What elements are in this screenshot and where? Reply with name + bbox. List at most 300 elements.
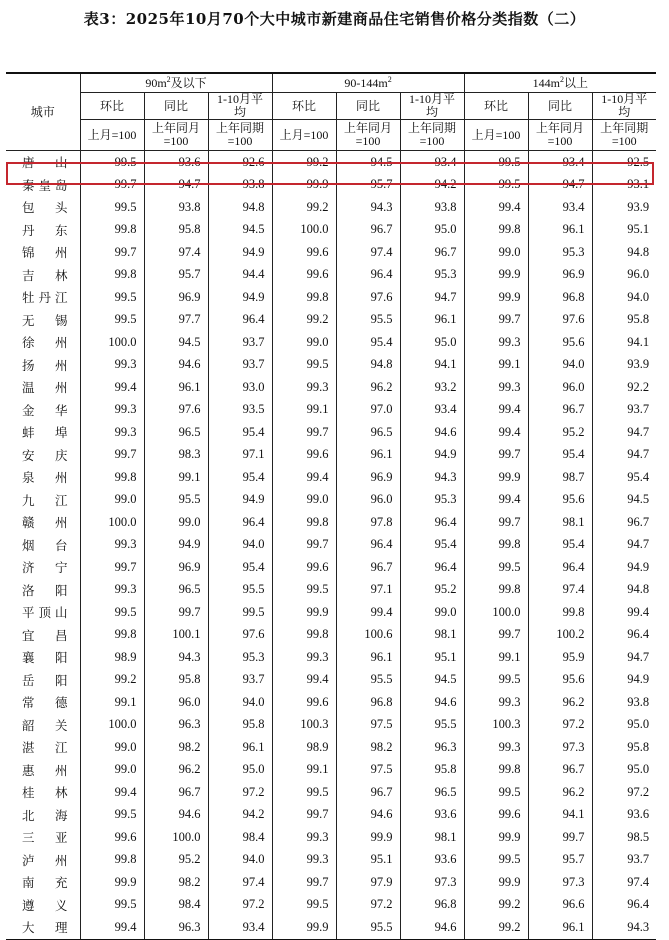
index-value: 95.0	[592, 759, 656, 782]
index-value: 95.1	[336, 849, 400, 872]
index-value: 99.2	[80, 669, 144, 692]
index-value: 99.8	[464, 759, 528, 782]
index-value: 96.0	[592, 264, 656, 287]
index-value: 99.3	[464, 691, 528, 714]
index-value: 100.2	[528, 624, 592, 647]
index-value: 93.8	[592, 691, 656, 714]
table-row	[6, 871, 656, 894]
index-value: 99.3	[464, 736, 528, 759]
index-value: 100.0	[272, 219, 336, 242]
city-name: 丹东	[22, 223, 68, 238]
index-value: 93.7	[592, 849, 656, 872]
index-value: 97.2	[336, 894, 400, 917]
table-row	[6, 286, 656, 309]
index-value: 99.9	[464, 286, 528, 309]
city-name: 桂林	[22, 786, 68, 801]
index-value: 99.6	[80, 826, 144, 849]
index-value: 94.6	[144, 804, 208, 827]
price-index-table	[6, 72, 656, 940]
index-value: 97.4	[528, 579, 592, 602]
index-value: 99.4	[336, 601, 400, 624]
index-value: 99.8	[464, 579, 528, 602]
index-value: 100.3	[464, 714, 528, 737]
index-value: 98.4	[144, 894, 208, 917]
index-value: 95.7	[144, 264, 208, 287]
table-row	[6, 444, 656, 467]
index-value: 98.7	[528, 466, 592, 489]
city-name: 洛阳	[22, 583, 68, 598]
index-value: 99.7	[464, 624, 528, 647]
index-value: 99.1	[464, 646, 528, 669]
index-value: 100.6	[336, 624, 400, 647]
index-value: 96.1	[400, 309, 464, 332]
index-value: 99.1	[80, 691, 144, 714]
index-value: 100.0	[80, 511, 144, 534]
index-value: 93.6	[400, 849, 464, 872]
index-value: 99.0	[80, 489, 144, 512]
index-value: 96.0	[528, 376, 592, 399]
sub-header: 1-10月平均	[400, 93, 464, 120]
index-value: 97.2	[528, 714, 592, 737]
city-name: 北海	[22, 808, 68, 823]
index-value: 95.8	[592, 309, 656, 332]
index-value: 95.0	[208, 759, 272, 782]
base-header: 上年同期=100	[208, 120, 272, 151]
index-value: 99.3	[464, 376, 528, 399]
index-value: 93.4	[208, 916, 272, 939]
index-value: 99.5	[80, 894, 144, 917]
index-value: 96.3	[144, 916, 208, 939]
index-value: 96.2	[336, 376, 400, 399]
index-value: 99.9	[336, 826, 400, 849]
base-header: 上年同月=100	[336, 120, 400, 151]
index-value: 93.6	[144, 151, 208, 174]
index-value: 95.3	[400, 264, 464, 287]
index-value: 96.4	[400, 511, 464, 534]
index-value: 99.5	[272, 354, 336, 377]
index-value: 96.1	[528, 219, 592, 242]
index-value: 97.6	[528, 309, 592, 332]
index-value: 96.7	[336, 219, 400, 242]
index-value: 94.9	[400, 444, 464, 467]
index-value: 94.5	[208, 219, 272, 242]
index-value: 95.3	[528, 241, 592, 264]
index-value: 95.2	[400, 579, 464, 602]
index-value: 95.1	[400, 646, 464, 669]
index-value: 99.7	[80, 444, 144, 467]
index-value: 99.6	[272, 264, 336, 287]
index-value: 100.0	[80, 714, 144, 737]
index-value: 99.6	[464, 804, 528, 827]
index-value: 94.7	[592, 421, 656, 444]
index-value: 99.6	[272, 556, 336, 579]
city-name: 吉林	[22, 268, 68, 283]
index-value: 96.2	[144, 759, 208, 782]
index-value: 93.2	[400, 376, 464, 399]
page-title: 表3：2025年10月70个大中城市新建商品住宅销售价格分类指数（二）	[83, 10, 586, 28]
index-value: 94.8	[592, 241, 656, 264]
table-row	[6, 691, 656, 714]
index-value: 97.2	[208, 894, 272, 917]
index-value: 93.9	[592, 354, 656, 377]
index-value: 96.9	[144, 286, 208, 309]
index-value: 94.1	[592, 331, 656, 354]
index-value: 100.0	[144, 826, 208, 849]
index-value: 98.2	[336, 736, 400, 759]
sub-header: 1-10月平均	[592, 93, 656, 120]
sub-header: 同比	[144, 93, 208, 120]
index-value: 99.7	[80, 556, 144, 579]
index-value: 100.1	[144, 624, 208, 647]
index-value: 96.4	[528, 556, 592, 579]
table-row	[6, 781, 656, 804]
table-row	[6, 556, 656, 579]
index-value: 96.7	[400, 241, 464, 264]
index-value: 96.9	[528, 264, 592, 287]
index-value: 94.0	[208, 849, 272, 872]
city-name: 常德	[22, 696, 68, 711]
index-value: 99.9	[80, 871, 144, 894]
index-value: 96.8	[528, 286, 592, 309]
index-value: 99.3	[272, 646, 336, 669]
table-row	[6, 489, 656, 512]
index-value: 99.4	[80, 781, 144, 804]
city-name: 包头	[22, 201, 68, 216]
index-value: 94.6	[144, 354, 208, 377]
index-value: 99.6	[272, 241, 336, 264]
city-column-header: 城市	[6, 73, 80, 151]
index-value: 94.7	[592, 444, 656, 467]
index-value: 99.5	[80, 309, 144, 332]
index-value: 94.9	[592, 669, 656, 692]
index-value: 99.7	[80, 241, 144, 264]
index-value: 98.1	[528, 511, 592, 534]
index-value: 98.1	[400, 624, 464, 647]
index-value: 96.9	[144, 556, 208, 579]
index-value: 99.5	[464, 669, 528, 692]
index-value: 94.5	[592, 489, 656, 512]
index-value: 99.1	[464, 354, 528, 377]
index-value: 95.5	[400, 714, 464, 737]
index-value: 99.2	[464, 916, 528, 939]
group-header-large: $144m^2$以上	[464, 73, 656, 93]
index-value: 96.1	[144, 376, 208, 399]
base-header: 上月=100	[272, 120, 336, 151]
index-value: 99.8	[80, 219, 144, 242]
table-row	[6, 511, 656, 534]
table-row	[6, 331, 656, 354]
index-value: 99.2	[272, 196, 336, 219]
index-value: 95.0	[400, 219, 464, 242]
index-value: 94.6	[336, 804, 400, 827]
sub-header: 同比	[336, 93, 400, 120]
index-value: 94.7	[592, 646, 656, 669]
base-header: 上年同月=100	[144, 120, 208, 151]
index-value: 95.4	[528, 534, 592, 557]
index-value: 96.3	[400, 736, 464, 759]
index-value: 96.2	[528, 691, 592, 714]
index-value: 97.3	[528, 736, 592, 759]
index-value: 97.6	[336, 286, 400, 309]
index-value: 99.4	[272, 669, 336, 692]
index-value: 94.6	[400, 421, 464, 444]
index-value: 99.9	[464, 466, 528, 489]
index-value: 94.4	[208, 264, 272, 287]
index-value: 98.4	[208, 826, 272, 849]
index-value: 97.1	[208, 444, 272, 467]
table-row	[6, 916, 656, 939]
index-value: 97.4	[592, 871, 656, 894]
index-value: 94.9	[208, 241, 272, 264]
index-value: 99.1	[272, 759, 336, 782]
city-name: 秦皇岛	[22, 178, 68, 193]
index-value: 96.0	[144, 691, 208, 714]
index-value: 95.6	[528, 669, 592, 692]
index-value: 99.6	[272, 444, 336, 467]
city-name: 泸州	[22, 853, 68, 868]
city-name: 牡丹江	[22, 291, 68, 306]
index-value: 93.7	[208, 331, 272, 354]
index-value: 93.6	[592, 804, 656, 827]
index-value: 95.4	[336, 331, 400, 354]
index-value: 96.8	[336, 691, 400, 714]
sub-header: 环比	[272, 93, 336, 120]
index-value: 99.4	[80, 916, 144, 939]
index-value: 99.5	[80, 151, 144, 174]
index-value: 99.9	[272, 916, 336, 939]
index-value: 96.6	[528, 894, 592, 917]
index-value: 99.5	[80, 804, 144, 827]
table-row	[6, 646, 656, 669]
table-row	[6, 579, 656, 602]
index-value: 92.6	[208, 151, 272, 174]
index-value: 92.2	[592, 376, 656, 399]
index-value: 98.5	[592, 826, 656, 849]
city-name: 锦州	[22, 246, 68, 261]
city-name: 南充	[22, 876, 68, 891]
index-value: 99.5	[272, 781, 336, 804]
index-value: 99.7	[464, 444, 528, 467]
city-name: 大理	[6, 916, 80, 939]
index-value: 94.5	[144, 331, 208, 354]
index-value: 99.4	[592, 601, 656, 624]
table-body	[6, 151, 656, 940]
city-name: 泉州	[22, 471, 68, 486]
table-row	[6, 309, 656, 332]
table-row	[6, 624, 656, 647]
index-value: 95.5	[208, 579, 272, 602]
index-value: 96.1	[208, 736, 272, 759]
index-value: 97.4	[336, 241, 400, 264]
index-value: 97.7	[144, 309, 208, 332]
index-value: 99.8	[528, 601, 592, 624]
index-value: 95.8	[592, 736, 656, 759]
city-name: 扬州	[22, 358, 68, 373]
index-value: 99.8	[80, 624, 144, 647]
city-name: 徐州	[22, 336, 68, 351]
index-value: 94.5	[400, 669, 464, 692]
index-value: 99.5	[80, 196, 144, 219]
index-value: 99.7	[272, 804, 336, 827]
index-value: 93.4	[528, 196, 592, 219]
index-value: 97.2	[592, 781, 656, 804]
index-value: 99.5	[80, 601, 144, 624]
index-value: 93.8	[400, 196, 464, 219]
index-value: 99.4	[464, 196, 528, 219]
index-value: 99.8	[272, 511, 336, 534]
index-value: 94.9	[144, 534, 208, 557]
index-value: 99.7	[144, 601, 208, 624]
index-value: 99.7	[528, 826, 592, 849]
table-row	[6, 466, 656, 489]
index-value: 96.8	[400, 894, 464, 917]
group-header-medium: $90-144m^2$	[272, 73, 464, 93]
sub-header: 环比	[464, 93, 528, 120]
index-value: 99.3	[80, 354, 144, 377]
index-value: 95.5	[336, 309, 400, 332]
sub-header: 同比	[528, 93, 592, 120]
index-value: 96.2	[528, 781, 592, 804]
index-value: 94.8	[208, 196, 272, 219]
index-value: 94.7	[400, 286, 464, 309]
index-value: 94.2	[400, 174, 464, 197]
index-value: 94.1	[528, 804, 592, 827]
table-row	[6, 421, 656, 444]
index-value: 97.6	[208, 624, 272, 647]
base-header: 上月=100	[80, 120, 144, 151]
index-value: 93.7	[208, 354, 272, 377]
index-value: 95.0	[592, 714, 656, 737]
table-row	[6, 241, 656, 264]
index-value: 96.4	[592, 624, 656, 647]
city-name: 岳阳	[22, 673, 68, 688]
index-value: 95.2	[144, 849, 208, 872]
index-value: 99.4	[464, 399, 528, 422]
index-value: 97.1	[336, 579, 400, 602]
index-value: 99.0	[144, 511, 208, 534]
index-value: 95.9	[528, 646, 592, 669]
city-name: 唐山	[22, 156, 68, 171]
base-header: 上年同期=100	[400, 120, 464, 151]
index-value: 94.7	[528, 174, 592, 197]
index-value: 99.0	[464, 241, 528, 264]
index-value: 99.9	[272, 174, 336, 197]
index-value: 99.3	[272, 849, 336, 872]
index-value: 99.2	[272, 151, 336, 174]
index-value: 94.3	[400, 466, 464, 489]
index-value: 99.9	[464, 826, 528, 849]
index-value: 99.8	[80, 264, 144, 287]
city-name: 惠州	[22, 763, 68, 778]
index-value: 94.8	[336, 354, 400, 377]
index-value: 95.1	[592, 219, 656, 242]
index-value: 96.4	[208, 511, 272, 534]
sub-header: 环比	[80, 93, 144, 120]
city-name: 济宁	[22, 561, 68, 576]
index-value: 96.7	[528, 399, 592, 422]
table-header	[6, 73, 656, 151]
index-value: 95.8	[208, 714, 272, 737]
group-header-small: $90m^2$及以下	[80, 73, 272, 93]
table-row	[6, 354, 656, 377]
index-value: 98.9	[272, 736, 336, 759]
index-value: 96.0	[336, 489, 400, 512]
index-value: 99.5	[464, 849, 528, 872]
index-value: 93.9	[592, 196, 656, 219]
index-value: 99.3	[80, 534, 144, 557]
index-value: 98.3	[144, 444, 208, 467]
index-value: 97.9	[336, 871, 400, 894]
index-value: 97.5	[336, 759, 400, 782]
city-name: 无锡	[22, 313, 68, 328]
index-value: 93.8	[208, 174, 272, 197]
table-row	[6, 264, 656, 287]
index-value: 99.3	[272, 826, 336, 849]
index-value: 95.0	[400, 331, 464, 354]
index-value: 93.4	[400, 399, 464, 422]
index-value: 96.5	[336, 421, 400, 444]
index-value: 94.2	[208, 804, 272, 827]
index-value: 96.9	[336, 466, 400, 489]
index-value: 99.5	[464, 556, 528, 579]
index-value: 95.7	[528, 849, 592, 872]
index-value: 99.8	[80, 849, 144, 872]
index-value: 97.5	[336, 714, 400, 737]
index-value: 100.0	[80, 331, 144, 354]
index-value: 97.6	[144, 399, 208, 422]
index-value: 99.7	[80, 174, 144, 197]
city-name: 九江	[22, 493, 68, 508]
index-value: 96.4	[208, 309, 272, 332]
index-value: 99.4	[80, 376, 144, 399]
index-value: 99.8	[464, 219, 528, 242]
index-value: 93.6	[400, 804, 464, 827]
sub-header: 1-10月平均	[208, 93, 272, 120]
city-name: 湛江	[22, 741, 68, 756]
index-value: 95.4	[400, 534, 464, 557]
index-value: 94.0	[208, 691, 272, 714]
index-value: 94.0	[208, 534, 272, 557]
index-value: 99.9	[272, 601, 336, 624]
index-value: 99.3	[464, 331, 528, 354]
index-value: 96.1	[336, 444, 400, 467]
index-value: 96.7	[592, 511, 656, 534]
index-value: 95.4	[208, 421, 272, 444]
city-name: 韶关	[22, 718, 68, 733]
index-value: 99.8	[80, 466, 144, 489]
index-value: 96.3	[144, 714, 208, 737]
index-value: 94.9	[208, 286, 272, 309]
city-name: 金华	[22, 403, 68, 418]
index-value: 99.5	[272, 894, 336, 917]
index-value: 95.3	[400, 489, 464, 512]
index-value: 96.1	[528, 916, 592, 939]
table-row	[6, 151, 656, 174]
index-value: 99.5	[272, 579, 336, 602]
index-value: 92.5	[592, 151, 656, 174]
index-value: 99.0	[272, 331, 336, 354]
index-value: 94.6	[400, 691, 464, 714]
base-header: 上年同期=100	[592, 120, 656, 151]
table-row	[6, 669, 656, 692]
index-value: 97.4	[144, 241, 208, 264]
index-value: 99.0	[80, 736, 144, 759]
table-row	[6, 376, 656, 399]
index-value: 99.5	[464, 174, 528, 197]
table-row	[6, 196, 656, 219]
index-value: 97.2	[208, 781, 272, 804]
index-value: 99.2	[272, 309, 336, 332]
